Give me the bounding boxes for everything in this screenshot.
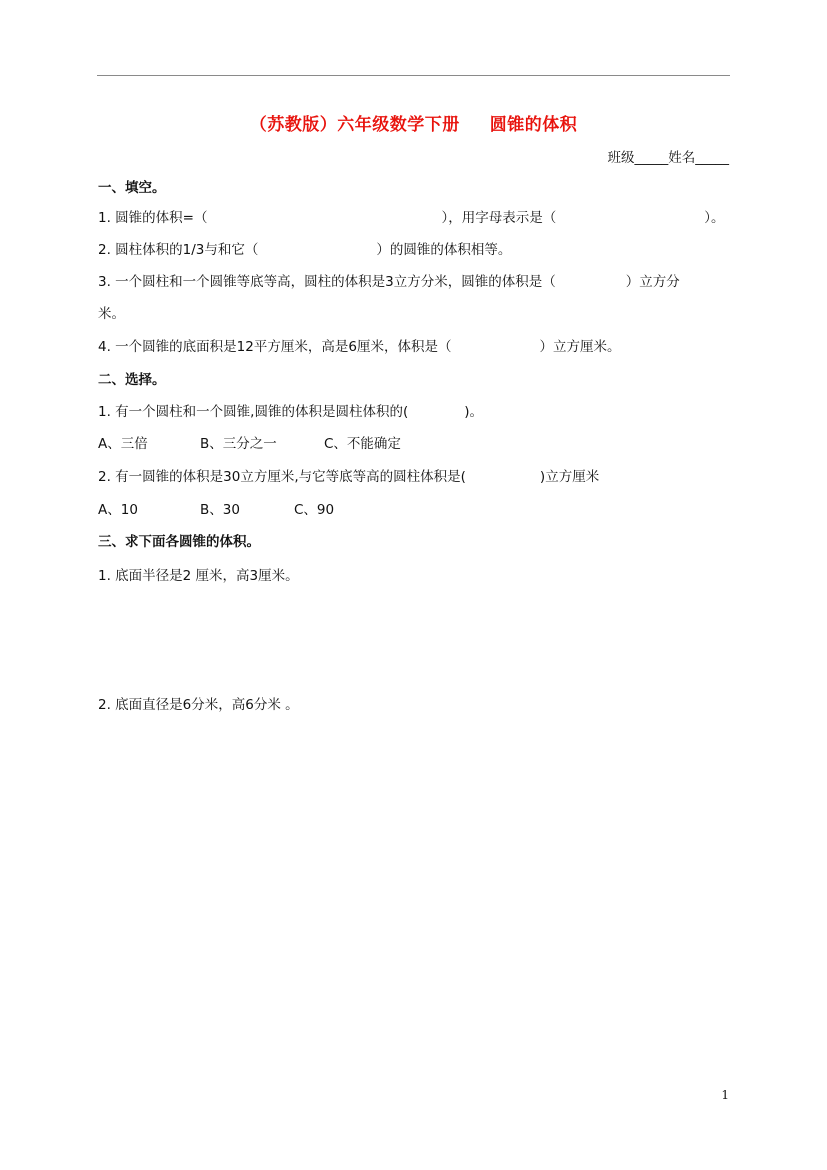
fill-question-2: 2. 圆柱体积的1/3与和它（ ）的圆锥的体积相等。 xyxy=(98,242,512,258)
option-b[interactable]: B、三分之一 xyxy=(200,436,277,452)
page-number: 1 xyxy=(721,1088,729,1102)
choice-question-2: 2. 有一圆锥的体积是30立方厘米,与它等底等高的圆柱体积是( )立方厘米 xyxy=(98,469,600,485)
option-a[interactable]: A、10 xyxy=(98,502,138,518)
header-rule xyxy=(97,75,730,76)
class-name-line: 班级_____姓名_____ xyxy=(607,150,729,166)
choice-question-1-options xyxy=(98,432,401,452)
section-choice-heading: 二、选择。 xyxy=(98,372,166,388)
fill-question-1: 1. 圆锥的体积=（ ），用字母表示是（ ）。 xyxy=(98,210,725,226)
calc-question-2: 2. 底面直径是6分米，高6分米 。 xyxy=(98,697,299,713)
section-calc-heading: 三、求下面各圆锥的体积。 xyxy=(98,534,260,550)
fill-question-4: 4. 一个圆锥的底面积是12平方厘米，高是6厘米，体积是（ ）立方厘米。 xyxy=(98,339,621,355)
choice-question-2-options xyxy=(98,498,334,518)
page-title xyxy=(0,110,827,135)
choice-question-1: 1. 有一个圆柱和一个圆锥,圆锥的体积是圆柱体积的( )。 xyxy=(98,404,484,420)
title-right: 圆锥的体积 xyxy=(489,115,578,135)
section-fill-heading: 一、填空。 xyxy=(98,180,166,196)
option-c[interactable]: C、90 xyxy=(294,502,335,518)
calc-question-1: 1. 底面半径是2 厘米，高3厘米。 xyxy=(98,568,299,584)
option-a[interactable]: A、三倍 xyxy=(98,436,148,452)
fill-question-3: 3. 一个圆柱和一个圆锥等底等高，圆柱的体积是3立方分米，圆锥的体积是（ ）立方分 xyxy=(98,274,680,290)
option-c[interactable]: C、不能确定 xyxy=(324,436,401,452)
option-b[interactable]: B、30 xyxy=(200,502,240,518)
title-left: （苏教版）六年级数学下册 xyxy=(249,115,460,135)
fill-question-3-cont: 米。 xyxy=(98,306,125,322)
